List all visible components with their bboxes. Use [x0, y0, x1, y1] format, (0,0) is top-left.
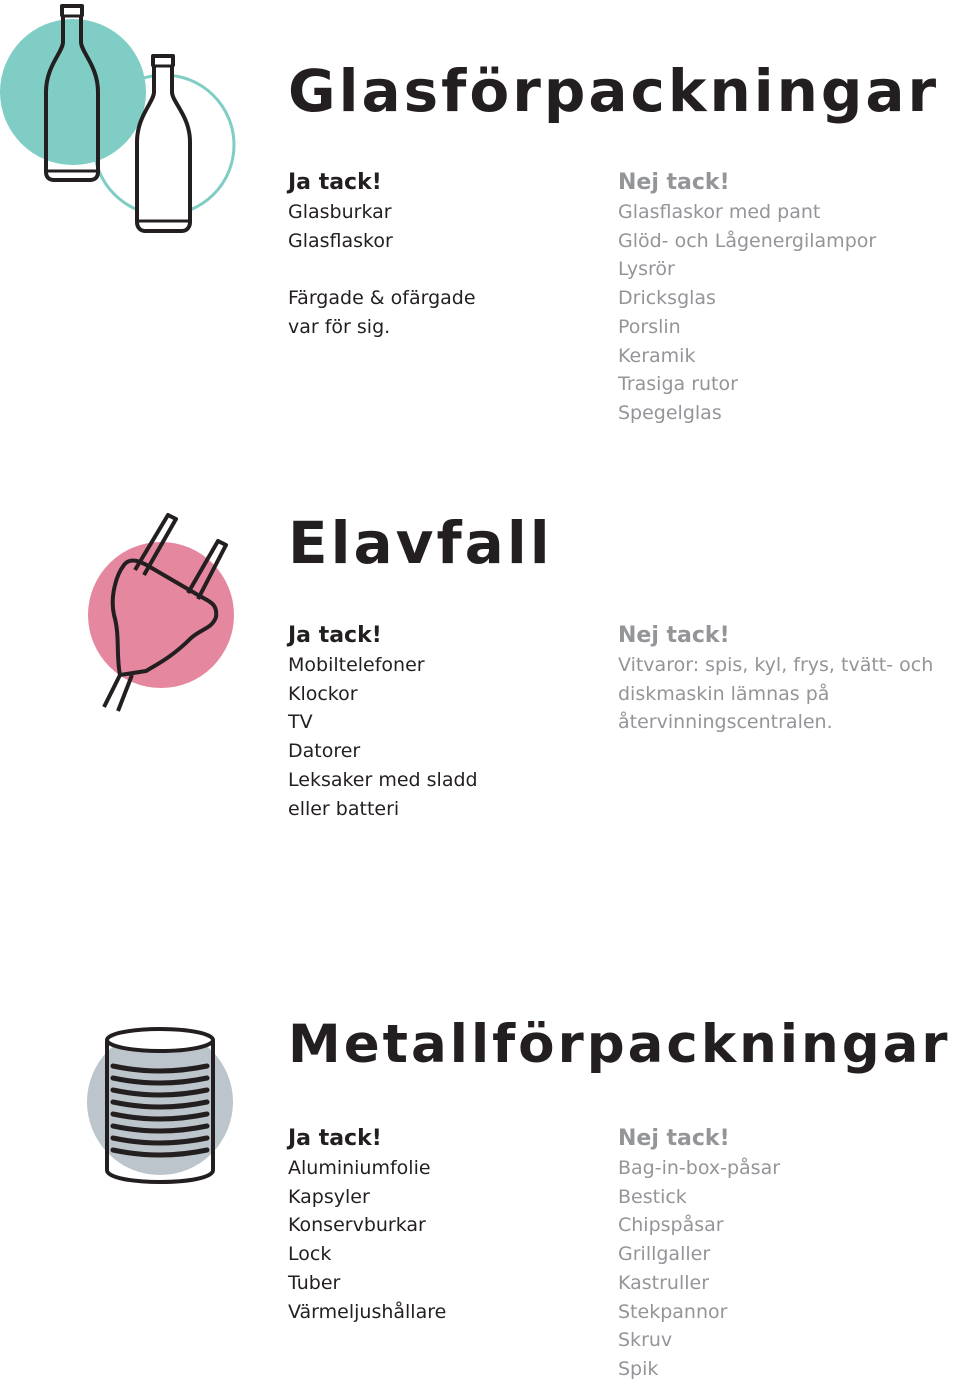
- list-item: Spik: [618, 1357, 659, 1380]
- list-item: Lysrör: [618, 258, 675, 281]
- note-line: Färgade & ofärgade: [288, 287, 476, 310]
- el-yes-list: [288, 621, 478, 823]
- glass-bottles-icon: [0, 0, 250, 240]
- list-item: Trasiga rutor: [618, 373, 738, 396]
- glas-no-list: [618, 168, 876, 428]
- no-heading: Nej tack!: [618, 170, 730, 195]
- list-item: återvinningscentralen.: [618, 711, 833, 734]
- section-title-el: Elavfall: [288, 509, 553, 577]
- list-item: Kastruller: [618, 1271, 710, 1294]
- yes-heading: Ja tack!: [288, 1126, 382, 1151]
- list-item: Bestick: [618, 1185, 687, 1208]
- list-item: Skruv: [618, 1329, 673, 1352]
- note-line: var för sig.: [288, 315, 391, 338]
- list-item: Lock: [288, 1243, 332, 1266]
- glas-yes-list: [288, 168, 476, 342]
- list-item: Dricksglas: [618, 287, 716, 310]
- metall-no-list: [618, 1124, 780, 1384]
- list-item: Klockor: [288, 682, 358, 705]
- list-item: Grillgaller: [618, 1243, 711, 1266]
- list-item: diskmaskin lämnas på: [618, 682, 830, 705]
- list-item: Stekpannor: [618, 1300, 728, 1323]
- list-item: Glasflaskor med pant: [618, 201, 821, 223]
- list-item: Aluminiumfolie: [288, 1157, 431, 1179]
- metall-yes-list: [288, 1124, 446, 1326]
- list-item: Värmeljushållare: [288, 1300, 447, 1323]
- list-item: Mobiltelefoner: [288, 654, 425, 676]
- list-item: Kapsyler: [288, 1185, 370, 1208]
- no-heading: Nej tack!: [618, 623, 730, 648]
- electric-plug-icon: [80, 505, 250, 720]
- list-item: Glasflaskor: [288, 229, 393, 252]
- list-item: Konservburkar: [288, 1214, 426, 1237]
- el-no-list: [618, 621, 933, 737]
- list-item: Vitvaror: spis, kyl, frys, tvätt- och: [618, 654, 934, 676]
- list-item: Datorer: [288, 740, 361, 763]
- section-title-metall: Metallförpackningar: [288, 1014, 951, 1075]
- list-item: Glöd- och Lågenergilampor: [618, 229, 877, 252]
- section-title-glas: Glasförpackningar: [288, 57, 940, 125]
- yes-heading: Ja tack!: [288, 623, 382, 648]
- list-item: Bag-in-box-påsar: [618, 1157, 781, 1179]
- list-item: Leksaker med sladd: [288, 768, 478, 791]
- tin-can-icon: [85, 1020, 255, 1195]
- list-spacer: [288, 255, 476, 284]
- list-item: Chipspåsar: [618, 1214, 724, 1237]
- list-item: TV: [288, 711, 313, 734]
- list-item: Keramik: [618, 344, 696, 367]
- yes-heading: Ja tack!: [288, 170, 382, 195]
- list-item: Tuber: [288, 1271, 341, 1294]
- list-item: Porslin: [618, 315, 681, 338]
- list-item: Spegelglas: [618, 401, 722, 424]
- list-item: Glasburkar: [288, 201, 392, 223]
- list-item: eller batteri: [288, 797, 400, 820]
- no-heading: Nej tack!: [618, 1126, 730, 1151]
